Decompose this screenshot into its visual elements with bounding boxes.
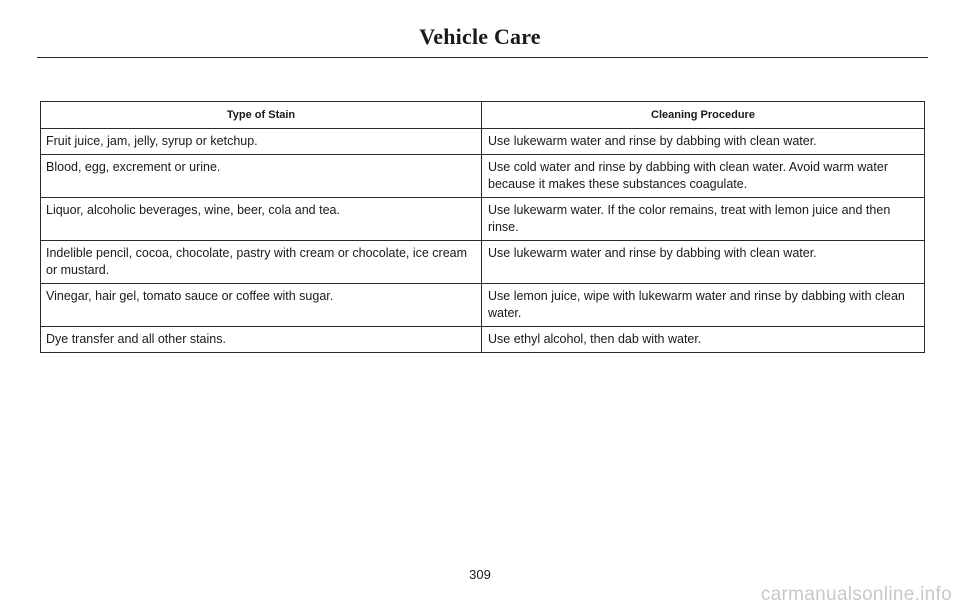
table-row: [41, 198, 925, 241]
column-header-stain: Type of Stain: [41, 102, 482, 129]
procedure-cell: Use lukewarm water. If the color remains, treat with lemon juice and then rinse.: [482, 198, 925, 241]
stain-cell: Dye transfer and all other stains.: [41, 327, 482, 353]
page-title: Vehicle Care: [419, 24, 541, 49]
stain-cell: Fruit juice, jam, jelly, syrup or ketchup.: [41, 129, 482, 155]
watermark: carmanualsonline.info: [760, 584, 952, 605]
stain-cleaning-table: [40, 101, 925, 353]
table-row: [41, 284, 925, 327]
procedure-cell: Use lukewarm water and rinse by dabbing with clean water.: [482, 241, 925, 284]
table-row: [41, 327, 925, 353]
header-divider: [37, 57, 928, 58]
stain-cell: Vinegar, hair gel, tomato sauce or coffee with sugar.: [41, 284, 482, 327]
stain-cell: Blood, egg, excrement or urine.: [41, 155, 482, 198]
procedure-cell: Use lukewarm water and rinse by dabbing with clean water.: [482, 129, 925, 155]
table-row: [41, 241, 925, 284]
stain-cell: Indelible pencil, cocoa, chocolate, pastry with cream or chocolate, ice cream or mustard.: [41, 241, 482, 284]
table-row: [41, 155, 925, 198]
procedure-cell: Use cold water and rinse by dabbing with clean water. Avoid warm water because it makes these substances coagulate.: [482, 155, 925, 198]
table-header-row: [41, 102, 925, 129]
table-row: [41, 129, 925, 155]
page-number: 309: [469, 567, 491, 582]
stain-cell: Liquor, alcoholic beverages, wine, beer, cola and tea.: [41, 198, 482, 241]
procedure-cell: Use ethyl alcohol, then dab with water.: [482, 327, 925, 353]
column-header-procedure: Cleaning Procedure: [482, 102, 925, 129]
procedure-cell: Use lemon juice, wipe with lukewarm water and rinse by dabbing with clean water.: [482, 284, 925, 327]
